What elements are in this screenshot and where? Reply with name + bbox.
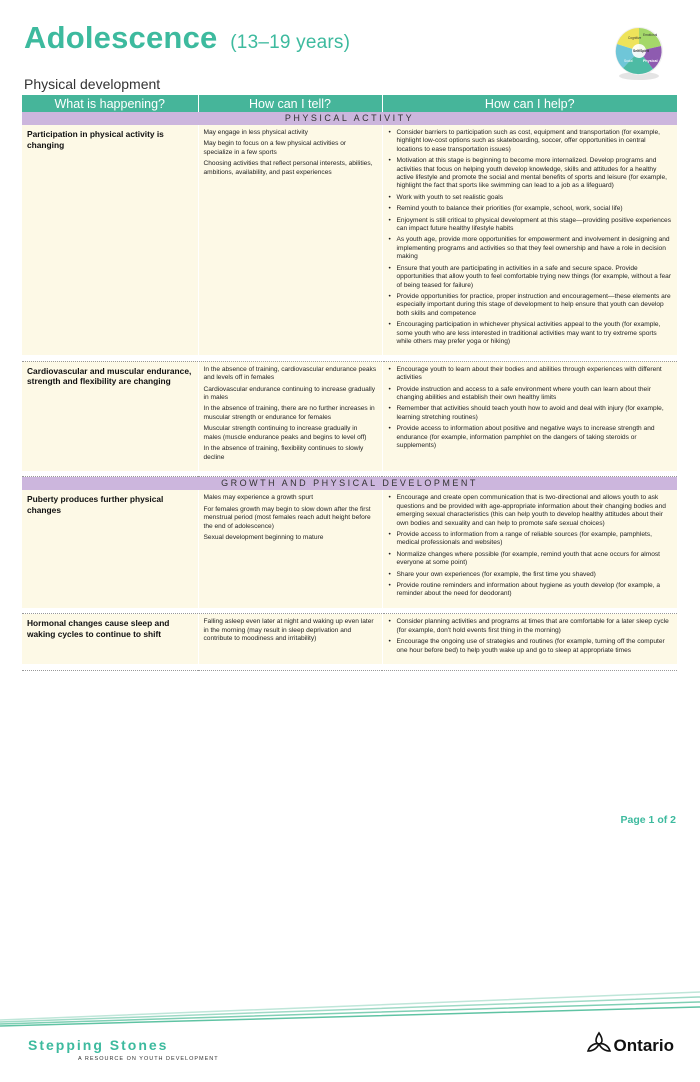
- development-wheel-icon: [608, 22, 670, 84]
- help-cell: [382, 125, 677, 355]
- help-cell: [382, 361, 677, 471]
- topic-cell: Hormonal changes cause sleep and waking cycles to continue to shift: [22, 614, 198, 664]
- wheel-label-2: Self/Spirit: [633, 49, 649, 53]
- help-item: • Share your own experiences (for example, the first time you shaved): [388, 571, 673, 579]
- page-title: [24, 20, 674, 56]
- help-item: • Motivation at this stage is beginning to become more internalized. Develop programs and activities that focus on helping youth develop knowledge, skills and attitudes for a healthy active lifestyle and promote the social and mental benefits of sports and leisure (for example, highlight the fact that sports like swimming can lead to a job as a lifeguard): [388, 157, 673, 191]
- topic-cell: Puberty produces further physical changes: [22, 490, 198, 607]
- sign-item: Choosing activities that reflect personal interests, abilities, ambitions, availability, and past experiences: [203, 160, 373, 176]
- page-header: [24, 20, 674, 80]
- help-item: • Normalize changes where possible (for example, remind youth that acne occurs for almost everyone at some point): [388, 551, 673, 568]
- table-row: [22, 490, 677, 607]
- topic-cell: Cardiovascular and muscular endurance, strength and flexibility are changing: [22, 361, 198, 471]
- page-number: Page 1 of 2: [620, 814, 676, 826]
- table-row: [22, 361, 677, 471]
- help-item: • Provide access to information about positive and negative ways to increase strength and endurance (for example, information pamphlet on the dangers of taking steroids or supplements): [388, 425, 673, 450]
- footer-waves: [0, 990, 700, 1030]
- help-item: • Work with youth to set realistic goals: [388, 194, 673, 202]
- help-item: • Enjoyment is still critical to physical development at this stage—providing positive experiences can impact future healthy lifestyle habits: [388, 217, 673, 234]
- help-item: • As youth age, provide more opportunities for empowerment and involvement in designing and implementing programs and activities so that they feel ownership and have a role in decision making: [388, 236, 673, 261]
- signs-cell: [198, 125, 382, 355]
- sign-item: For females growth may begin to slow down after the first menstrual period (most females reach adult height before the end of adolescence): [203, 505, 371, 530]
- sign-item: Sexual development beginning to mature: [203, 534, 324, 542]
- trillium-icon: [586, 1030, 612, 1056]
- help-item: • Remember that activities should teach youth how to avoid and deal with injury (for example, learning stretching routines): [388, 405, 673, 422]
- development-table: [22, 95, 677, 671]
- help-item: • Remind youth to balance their priorities (for example, school, work, social life): [388, 205, 673, 213]
- column-header-tell: How can I tell?: [198, 95, 382, 112]
- sign-item: Falling asleep even later at night and waking up even later in the morning (may result in sleep deprivation and contribute to moodiness and irritability): [203, 618, 374, 643]
- help-item: • Provide opportunities for practice, proper instruction and encouragement—these elements are especially important during this stage of development to help ensure that youth can develop both skills and competence: [388, 293, 673, 318]
- help-item: • Encouraging participation in whichever physical activities appeal to the youth (for example, some youth who are less interested in traditional activities may want to try extreme sports while others may prefer yoga or hiking): [388, 321, 673, 346]
- help-item: • Consider planning activities and programs at times that are comfortable for a later sleep cycle (for example, don't hold events first thing in the morning): [388, 618, 673, 635]
- sign-item: In the absence of training, there are no further increases in muscular strength or endurance for females: [203, 405, 375, 421]
- column-header-what: What is happening?: [22, 95, 198, 112]
- section-header-row: [22, 477, 677, 491]
- wheel-label-1: Emotional: [643, 33, 658, 37]
- help-item: • Provide instruction and access to a safe environment where youth can learn about their changing abilities and establish their own healthy limits: [388, 386, 673, 403]
- sign-item: May engage in less physical activity: [203, 129, 308, 136]
- wheel-label-4: Physical: [643, 59, 658, 63]
- help-item: • Encourage the ongoing use of strategies and routines (for example, turning off the computer one hour before bed) to help youth wake up and go to sleep at appropriate times: [388, 638, 673, 655]
- row-divider: [22, 664, 677, 670]
- section-title: PHYSICAL ACTIVITY: [22, 112, 677, 125]
- sign-item: In the absence of training, flexibility continues to slowly decline: [203, 445, 364, 461]
- sign-item: Males may experience a growth spurt: [203, 494, 314, 502]
- help-item: • Ensure that youth are participating in activities in a safe and secure space. Provide opportunities that allow youth to feel comfortable trying new things (for example, without a fear of being teased for failure): [388, 265, 673, 290]
- help-list: [388, 494, 673, 598]
- signs-cell: [198, 361, 382, 471]
- ontario-wordmark: Ontario: [613, 1036, 674, 1055]
- help-item: • Encourage and create open communication that is two-directional and allows youth to ask questions and be provided with age-appropriate information about their changing bodies and emerging sexual characteristics (this can help youth to develop healthy attitudes about their own bodies and sexuality and can help to promote safe sexual choices): [388, 494, 673, 528]
- help-list: [388, 618, 673, 655]
- help-list: [388, 366, 673, 451]
- brand-name: Stepping Stones: [28, 1037, 169, 1053]
- help-item: • Provide access to information from a range of reliable sources (for example, pamphlets, medical professionals and websites): [388, 531, 673, 548]
- divider-cell: [22, 664, 677, 670]
- sign-item: May begin to focus on a few physical activities or specialize in a few sports: [203, 140, 347, 156]
- title-text: Adolescence: [24, 20, 218, 55]
- ontario-logo: [586, 1030, 674, 1056]
- age-range: (13–19 years): [230, 32, 351, 53]
- sign-item: In the absence of training, cardiovascular endurance peaks and levels off in females: [203, 365, 377, 382]
- help-cell: [382, 614, 677, 664]
- help-item: • Consider barriers to participation such as cost, equipment and transportation (for example, highlight low-cost options such as skateboarding, soccer, offer opportunities in central locations to ease transportation issues): [388, 129, 673, 154]
- brand-block: [28, 1037, 219, 1062]
- topic-cell: Participation in physical activity is changing: [22, 125, 198, 355]
- signs-cell: [198, 490, 382, 607]
- page-subtitle: Physical development: [24, 76, 161, 92]
- signs-cell: [198, 614, 382, 664]
- wheel-label-3: Social: [624, 59, 633, 63]
- help-item: • Provide routine reminders and information about hygiene as youth develop (for example, a reminder about the need for deodorant): [388, 582, 673, 599]
- sign-item: Muscular strength continuing to increase gradually in males (muscle endurance peaks and begins to level off): [203, 425, 367, 441]
- help-list: [388, 129, 673, 346]
- section-header-row: [22, 112, 677, 125]
- wheel-label-0: Cognitive: [628, 36, 642, 40]
- table-row: [22, 614, 677, 664]
- help-cell: [382, 490, 677, 607]
- section-title: GROWTH AND PHYSICAL DEVELOPMENT: [22, 477, 677, 491]
- column-header-help: How can I help?: [382, 95, 677, 112]
- sign-item: Cardiovascular endurance continuing to increase gradually in males: [203, 385, 376, 402]
- table-row: [22, 125, 677, 355]
- brand-tagline: A RESOURCE ON YOUTH DEVELOPMENT: [78, 1056, 219, 1062]
- help-item: • Encourage youth to learn about their bodies and abilities through experiences with different activities: [388, 366, 673, 383]
